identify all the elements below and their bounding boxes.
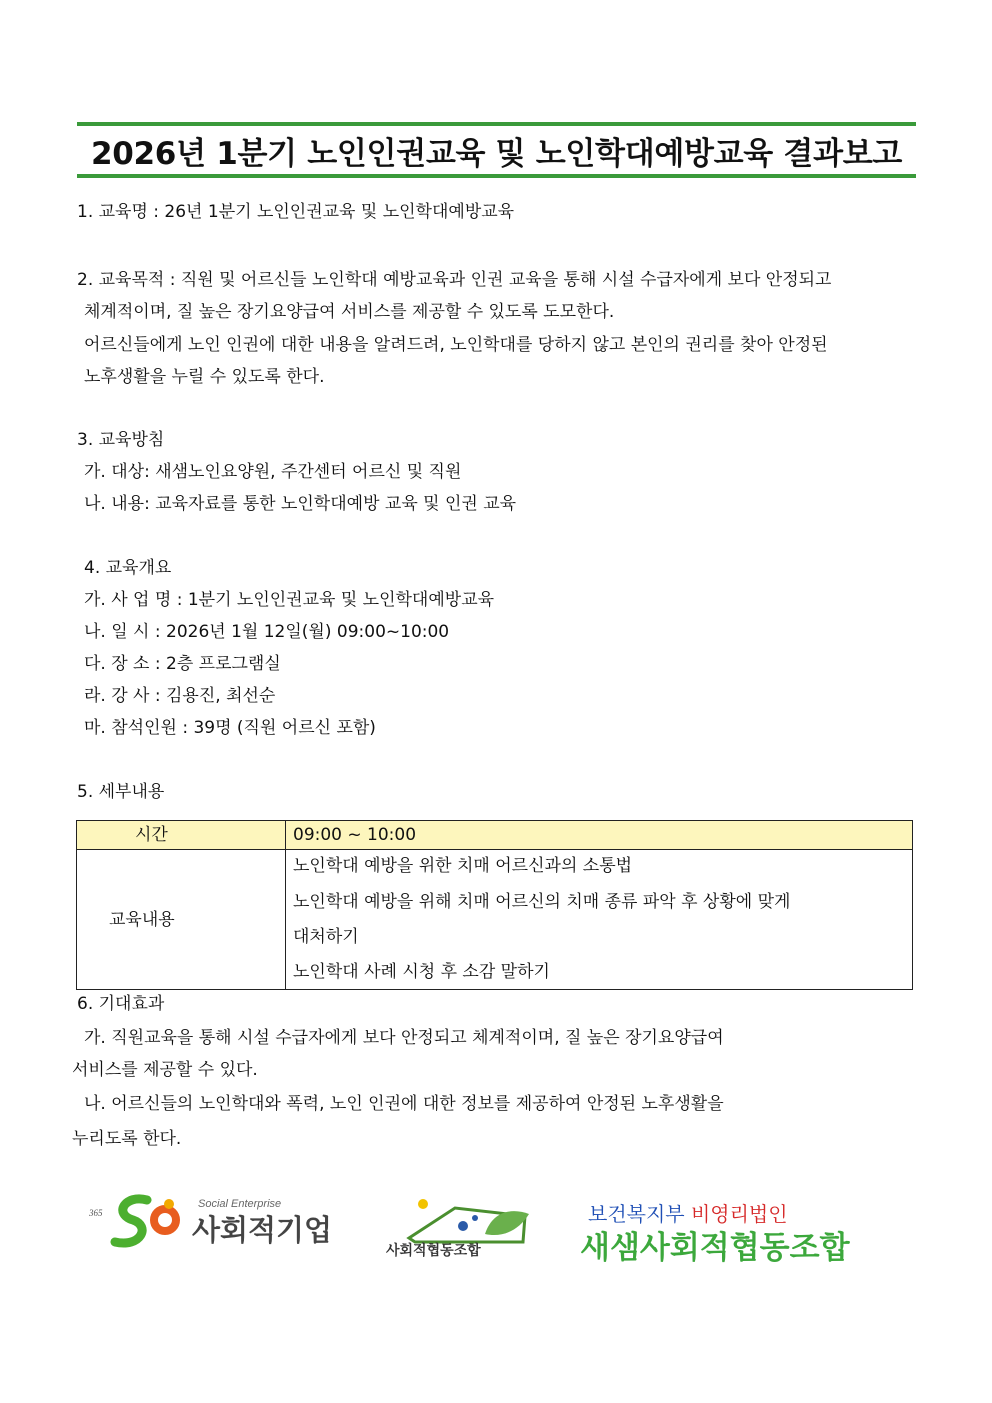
ministry-label: 보건복지부	[588, 1202, 685, 1226]
section-3-target: 가. 대상: 새샘노인요양원, 주간센터 어르신 및 직원	[84, 462, 462, 482]
time-label-cell: 시간	[135, 825, 168, 845]
section-6-effect-b-line-1: 나. 어르신들의 노인학대와 폭력, 노인 인권에 대한 정보를 제공하여 안정된 노후생활을	[84, 1094, 724, 1114]
social-enterprise-english: Social Enterprise	[198, 1198, 282, 1210]
social-enterprise-label: 사회적기업	[192, 1213, 333, 1247]
section-5-heading: 5. 세부내용	[77, 782, 165, 802]
social-enterprise-logo-icon	[85, 1192, 185, 1252]
section-1-course-name: 1. 교육명 : 26년 1분기 노인인권교육 및 노인학대예방교육	[77, 202, 515, 222]
section-2-purpose-line-2: 체계적이며, 질 높은 장기요양급여 서비스를 제공할 수 있도록 도모한다.	[84, 302, 615, 322]
title-banner	[77, 122, 916, 178]
section-3-heading: 3. 교육방침	[77, 430, 165, 450]
content-item-4: 노인학대 사례 시청 후 소감 말하기	[293, 962, 550, 982]
section-2-purpose-line-4: 노후생활을 누릴 수 있도록 한다.	[84, 367, 325, 387]
section-6-heading: 6. 기대효과	[77, 994, 165, 1014]
section-6-effect-b-line-2: 누리도록 한다.	[72, 1129, 182, 1149]
section-6-effect-a-line-1: 가. 직원교육을 통해 시설 수급자에게 보다 안정되고 체계적이며, 질 높은 장기요양급여	[84, 1028, 724, 1048]
content-item-2: 노인학대 예방을 위해 치매 어르신의 치매 종류 파악 후 상황에 맞게	[293, 892, 791, 912]
section-4-instructors: 라. 강 사 : 김용진, 최선순	[84, 686, 276, 706]
section-4-location: 다. 장 소 : 2층 프로그램실	[84, 654, 281, 674]
content-item-3: 대처하기	[293, 927, 359, 947]
nonprofit-label: 비영리법인	[690, 1202, 788, 1226]
organization-name: 새샘사회적협동조합	[580, 1230, 850, 1266]
section-4-attendees: 마. 참석인원 : 39명 (직원 어르신 포함)	[84, 718, 376, 738]
section-6-effect-a-line-2: 서비스를 제공할 수 있다.	[72, 1060, 258, 1080]
logo-badge-number: 365	[89, 1208, 103, 1218]
cooperative-label: 사회적협동조합	[386, 1243, 481, 1259]
section-3-content: 나. 내용: 교육자료를 통한 노인학대예방 교육 및 인권 교육	[84, 494, 517, 514]
content-item-1: 노인학대 예방을 위한 치매 어르신과의 소통법	[293, 856, 633, 876]
section-4-program-name: 가. 사 업 명 : 1분기 노인인권교육 및 노인학대예방교육	[84, 590, 495, 610]
time-value-cell: 09:00 ~ 10:00	[293, 825, 417, 845]
table-column-divider	[285, 821, 286, 989]
footer-logos	[80, 1188, 880, 1268]
detail-table	[76, 820, 913, 990]
section-2-purpose-line-1: 2. 교육목적 : 직원 및 어르신들 노인학대 예방교육과 인권 교육을 통해 시설 수급자에게 보다 안정되고	[77, 270, 832, 290]
table-header-row	[77, 821, 912, 850]
document-title: 2026년 1분기 노인인권교육 및 노인학대예방교육 결과보고	[90, 135, 903, 172]
content-label-cell: 교육내용	[109, 910, 175, 930]
section-4-date-time: 나. 일 시 : 2026년 1월 12일(월) 09:00~10:00	[84, 622, 450, 642]
section-4-heading: 4. 교육개요	[84, 558, 172, 578]
section-2-purpose-line-3: 어르신들에게 노인 인권에 대한 내용을 알려드려, 노인학대를 당하지 않고 본인의 권리를 찾아 안정된	[84, 335, 828, 355]
